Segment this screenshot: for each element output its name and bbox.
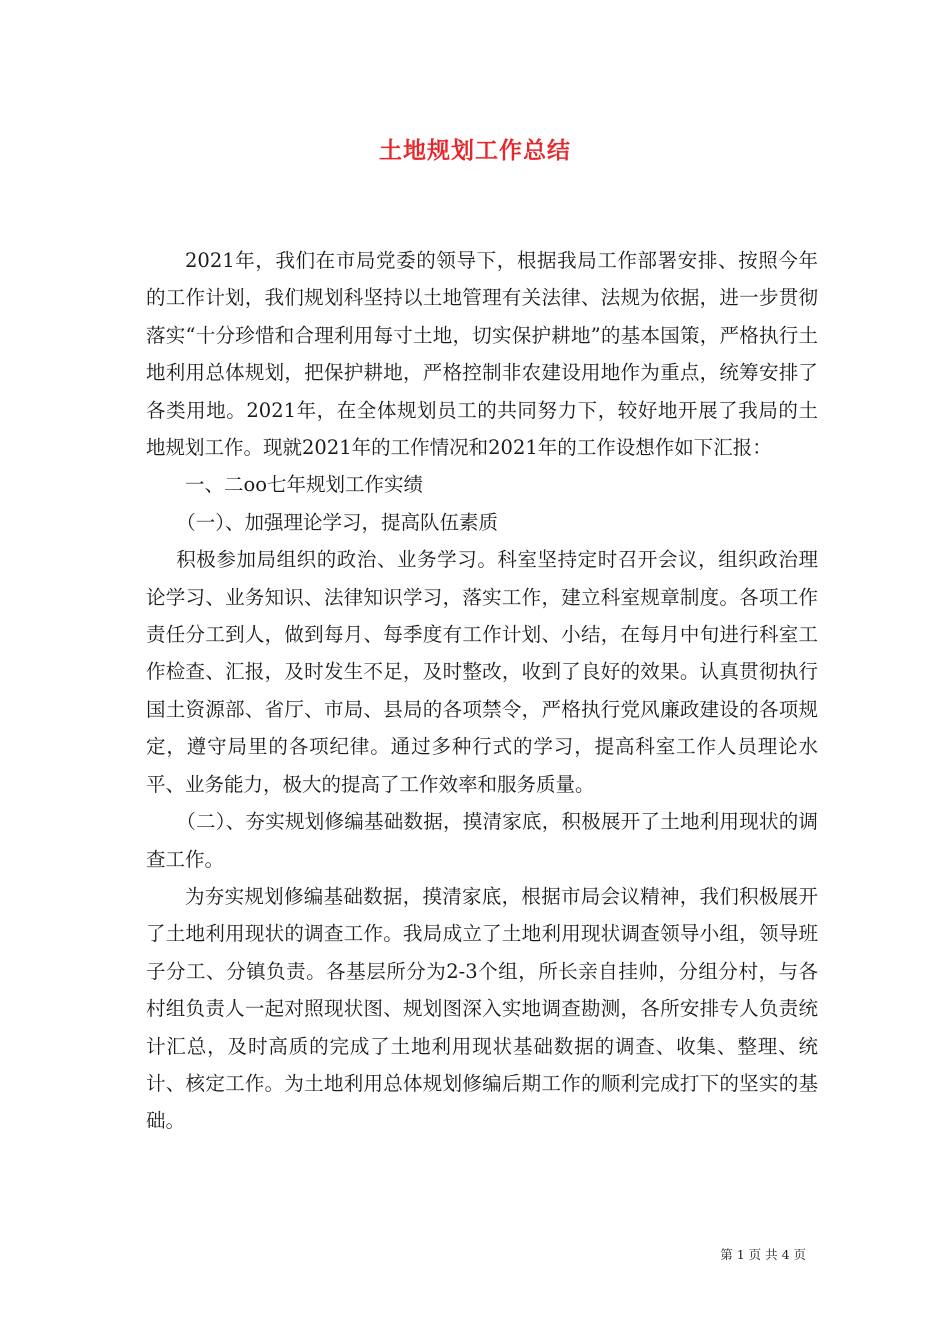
subsection-heading-1: （一）、加强理论学习，提高队伍素质 bbox=[176, 510, 498, 534]
page-number: 第 1 页 共 4 页 bbox=[720, 1247, 806, 1262]
intro-paragraph: 2021年，我们在市局党委的领导下，根据我局工作部署安排、按照今年的工作计划，我们规划科坚持以土地管理有关法律、法规为依据，进一步贯彻落实“十分珍惜和合理利用每寸土地，切实保护耕地”的基本国策，严格执行土地利用总体规划，把保护耕地，严格控制非农建设用地作为重点，统筹安排了各类用地。2021年，在全体规划员工的共同努力下，较好地开展了我局的土地规划工作。现就2021年的工作情况和2021年的工作设想作如下汇报： bbox=[146, 249, 818, 460]
survey-paragraph: 为夯实规划修编基础数据，摸清家底，根据市局会议精神，我们积极展开了土地利用现状的调查工作。我局成立了土地利用现状调查领导小组，领导班子分工、分镇负责。各基层所分为2-3个组，所长亲自挂帅，分组分村，与各村组负责人一起对照现状图、规划图深入实地调查勘测，各所安排专人负责统计汇总，及时高质的完成了土地利用现状基础数据的调查、收集、整理、统计、核定工作。为土地利用总体规划修编后期工作的顺利完成打下的坚实的基础。 bbox=[146, 884, 818, 1133]
study-paragraph: 积极参加局组织的政治、业务学习。科室坚持定时召开会议，组织政治理论学习、业务知识、法律知识学习，落实工作，建立科室规章制度。各项工作责任分工到人，做到每月、每季度有工作计划、小结，在每月中旬进行科室工作检查、汇报，及时发生不足，及时整改，收到了良好的效果。认真贯彻执行国土资源部、省厅、市局、县局的各项禁令，严格执行党风廉政建设的各项规定，遵守局里的各项纪律。通过多种行式的学习，提高科室工作人员理论水平、业务能力，极大的提高了工作效率和服务质量。 bbox=[146, 548, 818, 796]
section-heading: 一、二oo七年规划工作实绩 bbox=[185, 473, 423, 497]
document-title: 土地规划工作总结 bbox=[379, 137, 571, 164]
document-body bbox=[146, 242, 818, 1140]
subsection-heading-2: （二）、夯实规划修编基础数据，摸清家底，积极展开了土地利用现状的调查工作。 bbox=[146, 810, 818, 871]
